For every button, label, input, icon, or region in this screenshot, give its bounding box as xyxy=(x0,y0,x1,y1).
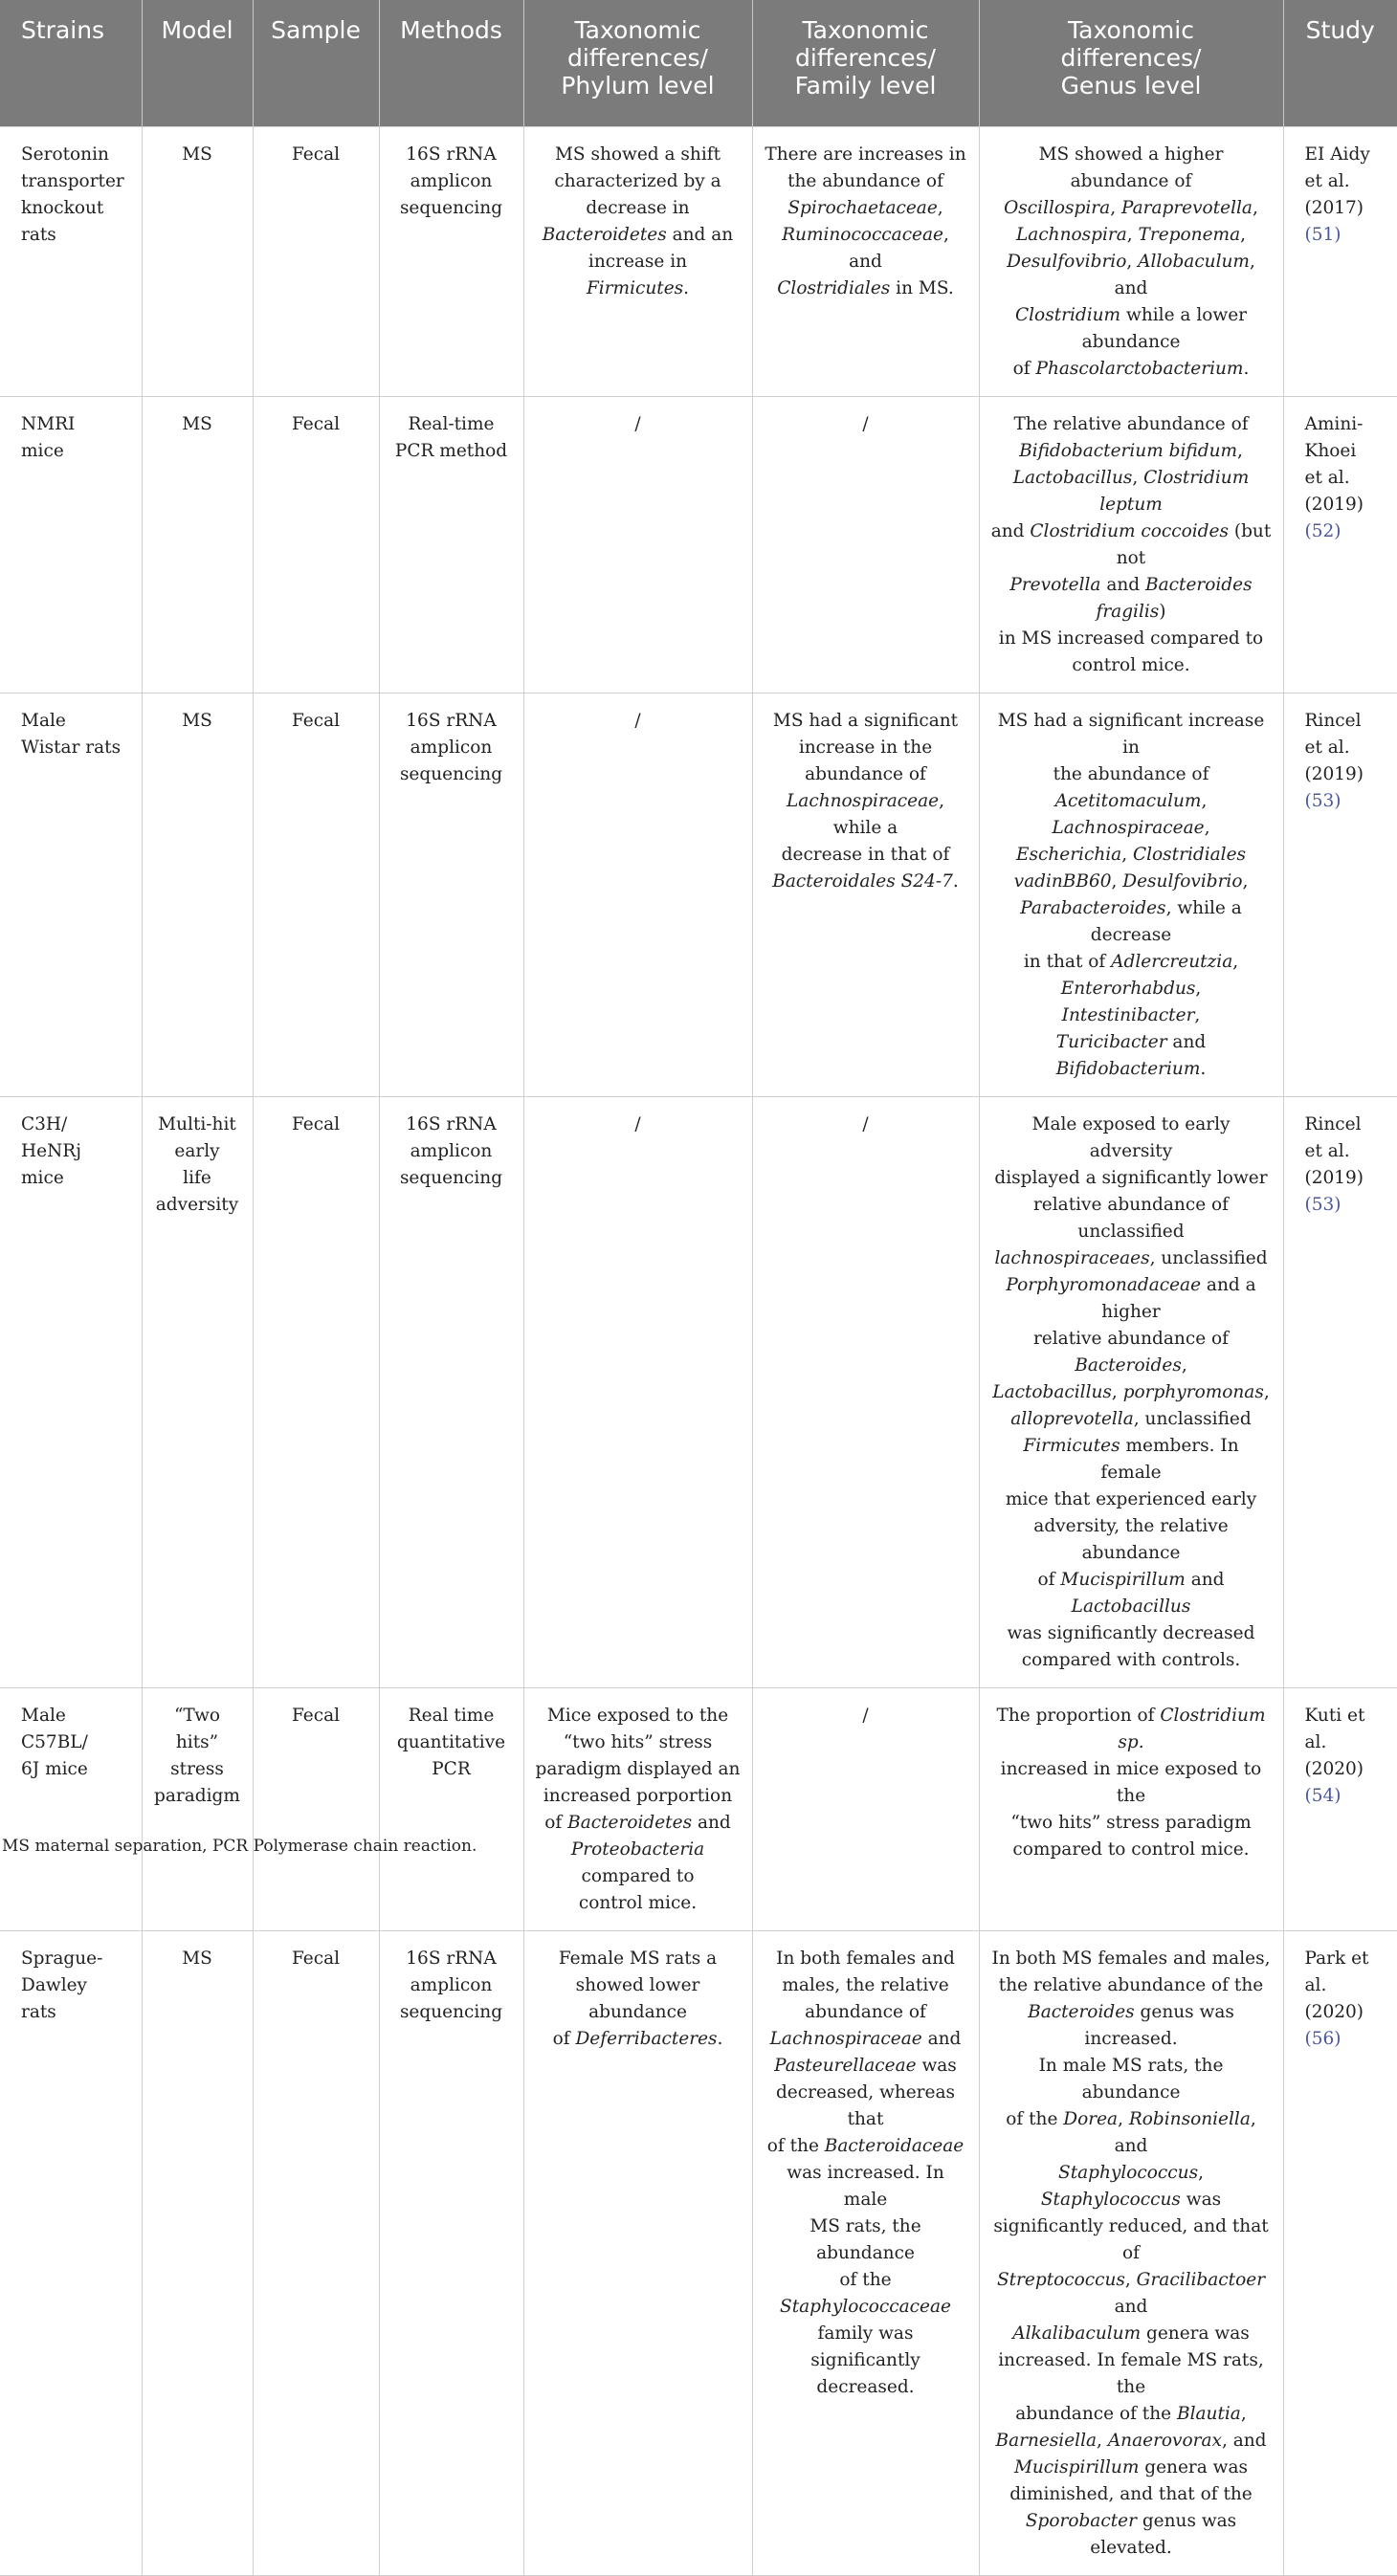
taxon-name: Gracilibactoer xyxy=(1136,2269,1266,2290)
taxon-name: Adlercreutzia xyxy=(1111,951,1233,972)
cell-text-segment: The proportion of xyxy=(996,1705,1161,1726)
cell-strains: Serotonin transporter knockout rats xyxy=(0,126,142,396)
cell-text-segment: genera was increased. In female MS rats, the abundance of the xyxy=(998,2323,1264,2424)
taxon-name: Lachnospiraceae xyxy=(1052,817,1205,838)
cell-family xyxy=(752,1096,979,1687)
cell-genus xyxy=(979,126,1283,396)
cell-text-segment: Mice exposed to the “two hits” stress paradigm displayed an increased porportion of xyxy=(535,1705,741,1833)
cell-sample: Fecal xyxy=(253,396,379,693)
taxon-name: Spirochaetaceae xyxy=(787,197,938,218)
cell-text-segment: was increased. In male MS rats, the abundance of the xyxy=(787,2162,944,2290)
cell-text-segment: , xyxy=(1111,870,1123,892)
cell-text-segment: , xyxy=(1252,197,1258,218)
cell-text-segment: MS had a significant increase in the abundance of xyxy=(997,710,1265,784)
taxon-name: Bifidobacterium bifidum xyxy=(1019,440,1238,461)
cell-model: MS xyxy=(142,396,253,693)
taxon-name: Alkalibaculum xyxy=(1012,2323,1142,2344)
cell-text-segment: and xyxy=(1100,574,1146,595)
taxon-name: Lachnospira xyxy=(1016,224,1127,245)
cell-text-segment: ) in MS increased compared to control mice. xyxy=(998,601,1264,675)
cell-text-segment: . xyxy=(1200,1058,1207,1079)
cell-sample: Fecal xyxy=(253,126,379,396)
taxon-name: Desulfovibrio xyxy=(1122,870,1243,892)
col-header-model: Model xyxy=(142,0,253,126)
cell-family xyxy=(752,396,979,693)
taxon-name: Bacteroidaceae xyxy=(824,2135,965,2156)
taxon-name: Anaerovorax xyxy=(1107,2430,1222,2451)
cell-family xyxy=(752,1687,979,1930)
reference-link[interactable]: (53) xyxy=(1304,1194,1342,1215)
cell-text-segment: MS showed a higher abundance of xyxy=(1038,143,1224,191)
cell-study: Rincel et al. (2019) (53) xyxy=(1283,1096,1397,1687)
cell-text-segment: , xyxy=(1201,790,1208,811)
cell-phylum xyxy=(523,693,752,1096)
taxon-name: Clostridium xyxy=(1014,304,1121,325)
cell-text-segment: and xyxy=(697,1812,731,1833)
cell-text-segment: , unclassified xyxy=(1149,1247,1268,1268)
cell-study: Amini- Khoei et al. (2019) (52) xyxy=(1283,396,1397,693)
cell-text-segment: In both MS females and males, the relative abundance of the xyxy=(991,1948,1271,1995)
cell-text-segment: / xyxy=(862,1113,869,1134)
cell-text-segment: , xyxy=(937,197,943,218)
taxon-name: Dorea xyxy=(1063,2108,1119,2129)
cell-text-segment: was significantly reduced, and that of xyxy=(993,2189,1269,2263)
taxon-name: Ruminococcaceae xyxy=(782,224,943,245)
taxon-name: Streptococcus xyxy=(996,2269,1125,2290)
cell-text-segment: The relative abundance of xyxy=(1013,413,1249,434)
cell-text-segment: , unclassified xyxy=(1133,1408,1252,1429)
taxon-name: Blautia xyxy=(1177,2403,1241,2424)
cell-family xyxy=(752,693,979,1096)
cell-text-segment: . xyxy=(717,2028,723,2049)
cell-text-segment: (but not xyxy=(1116,520,1272,568)
cell-model: Multi-hit early life adversity xyxy=(142,1096,253,1687)
cell-phylum xyxy=(523,396,752,693)
cell-model: “Two hits” stress paradigm xyxy=(142,1687,253,1930)
cell-text-segment: Female MS rats a showed lower abundance of xyxy=(552,1948,718,2049)
taxon-name: Oscillospira xyxy=(1004,197,1111,218)
taxon-name: Deferribacteres xyxy=(575,2028,718,2049)
cell-text-segment: , xyxy=(1240,224,1246,245)
taxon-name: Intestinibacter xyxy=(1061,1004,1195,1025)
cell-methods: 16S rRNA amplicon sequencing xyxy=(379,1096,523,1687)
taxon-name: Bacteroidetes xyxy=(542,224,667,245)
cell-methods: 16S rRNA amplicon sequencing xyxy=(379,1930,523,2575)
reference-link[interactable]: (54) xyxy=(1304,1785,1342,1806)
cell-strains: Male C57BL/ 6J mice xyxy=(0,1687,142,1930)
taxon-name: Clostridium sp. xyxy=(1118,1705,1266,1752)
taxon-name: Lactobacillus xyxy=(1071,1596,1191,1617)
taxon-name: Parabacteroides xyxy=(1020,897,1166,918)
cell-text-segment: was significantly decreased compared with controls. xyxy=(1007,1622,1255,1670)
cell-text-segment: , xyxy=(1110,197,1121,218)
cell-text-segment: , xyxy=(1242,870,1249,892)
cell-strains: Male Wistar rats xyxy=(0,693,142,1096)
taxon-name: Enterorhabdus xyxy=(1060,978,1196,999)
cell-text-segment: , xyxy=(1237,440,1243,461)
taxon-name: Lactobacillus xyxy=(992,1381,1112,1402)
cell-text-segment: and xyxy=(1114,2296,1148,2317)
cell-text-segment: / xyxy=(862,413,869,434)
cell-model: MS xyxy=(142,693,253,1096)
cell-text-segment: and an increase in xyxy=(588,224,734,272)
taxon-name: Porphyromonadaceae xyxy=(1006,1274,1202,1295)
cell-text-segment: / xyxy=(634,413,641,434)
cell-study: Rincel et al. (2019) (53) xyxy=(1283,693,1397,1096)
cell-family xyxy=(752,126,979,396)
cell-study: Park et al. (2020) (56) xyxy=(1283,1930,1397,2575)
reference-link[interactable]: (52) xyxy=(1304,520,1342,541)
cell-text-segment: , and xyxy=(1114,2108,1256,2156)
taxon-name: Sporobacter xyxy=(1025,2510,1137,2531)
cell-text-segment: , xyxy=(1181,1354,1187,1376)
cell-text-segment: and xyxy=(1166,1031,1207,1052)
cell-text-segment: , and xyxy=(849,224,949,272)
cell-sample: Fecal xyxy=(253,1930,379,2575)
cell-text-segment: while a lower abundance of xyxy=(1012,304,1247,379)
cell-text-segment: in MS. xyxy=(890,277,954,298)
cell-methods: Real time quantitative PCR xyxy=(379,1687,523,1930)
taxon-name: Lachnospiraceae xyxy=(787,790,940,811)
col-header-genus: Taxonomic differences/ Genus level xyxy=(979,0,1283,126)
cell-text-segment: MS had a significant increase in the abundance of xyxy=(772,710,959,784)
taxon-name: Bacteroides fragilis xyxy=(1096,574,1253,622)
taxon-name: Mucispirillum xyxy=(1060,1569,1186,1590)
cell-text-segment: MS showed a shift characterized by a decrease in xyxy=(554,143,721,218)
cell-text-segment: , xyxy=(1194,1004,1201,1025)
col-header-study: Study xyxy=(1283,0,1397,126)
cell-text-segment: There are increases in the abundance of xyxy=(765,143,966,191)
taxon-name: Bacteroides xyxy=(1075,1354,1182,1376)
taxon-name: Staphylococcus xyxy=(1040,2189,1181,2210)
cell-genus xyxy=(979,693,1283,1096)
taxon-name: Clostridium coccoides xyxy=(1030,520,1229,541)
table-row xyxy=(0,1687,1397,1930)
taxon-name: Firmicutes xyxy=(586,277,684,298)
cell-text-segment: , and xyxy=(1114,251,1255,298)
taxon-name: Lactobacillus xyxy=(1012,467,1133,488)
taxon-name: Phascolarctobacterium xyxy=(1035,358,1244,379)
taxon-name: Proteobacteria xyxy=(570,1838,705,1860)
cell-text-segment: , xyxy=(1097,2430,1108,2451)
cell-genus xyxy=(979,1930,1283,2575)
cell-text-segment: genera was diminished, and that of the xyxy=(1009,2456,1253,2504)
taxon-name: Clostridium leptum xyxy=(1099,467,1250,515)
taxon-name: Barnesiella xyxy=(995,2430,1098,2451)
cell-text-segment: , xyxy=(1126,224,1139,245)
taxon-name: Staphylococcaceae xyxy=(780,2296,951,2317)
taxon-name: Lachnospiraceae xyxy=(769,2028,922,2049)
taxon-name: Bacteroides xyxy=(1028,2001,1135,2022)
cell-study: EI Aidy et al. (2017) (51) xyxy=(1283,126,1397,396)
cell-text-segment: , xyxy=(1121,844,1133,865)
taxon-name: Escherichia xyxy=(1015,844,1122,865)
cell-model: MS xyxy=(142,126,253,396)
table-row xyxy=(0,1930,1397,2575)
col-header-phylum: Taxonomic differences/ Phylum level xyxy=(523,0,752,126)
cell-text-segment: / xyxy=(634,710,641,731)
cell-text-segment: , xyxy=(1124,2269,1137,2290)
taxon-name: Bifidobacterium xyxy=(1055,1058,1201,1079)
cell-text-segment: Male exposed to early adversity displayed a significantly lower relative abundance of unclassified xyxy=(994,1113,1268,1242)
cell-phylum xyxy=(523,1096,752,1687)
cell-text-segment: , xyxy=(1111,1381,1123,1402)
table-header-row xyxy=(0,0,1397,126)
table-footnote: MS maternal separation, PCR Polymerase chain reaction. xyxy=(2,1837,477,1856)
col-header-family: Taxonomic differences/ Family level xyxy=(752,0,979,126)
cell-text-segment: , xyxy=(1240,2403,1247,2424)
cell-text-segment: genus was increased. In male MS rats, the abundance of the xyxy=(1006,2001,1234,2129)
taxon-name: Prevotella xyxy=(1009,574,1101,595)
cell-family xyxy=(752,1930,979,2575)
cell-text-segment: and a higher relative abundance of xyxy=(1032,1274,1256,1349)
table-row xyxy=(0,396,1397,693)
cell-methods: 16S rRNA amplicon sequencing xyxy=(379,126,523,396)
cell-genus xyxy=(979,1096,1283,1687)
table-row xyxy=(0,126,1397,396)
cell-text-segment: , xyxy=(1118,2108,1129,2129)
cell-study: Kuti et al. (2020) (54) xyxy=(1283,1687,1397,1930)
cell-text-segment: , xyxy=(1232,951,1239,972)
cell-text-segment: family was significantly decreased. xyxy=(810,2323,920,2397)
col-header-strains: Strains xyxy=(0,0,142,126)
cell-text-segment: , xyxy=(1132,467,1144,488)
taxon-name: Pasteurellaceae xyxy=(774,2055,917,2076)
cell-text-segment: members. In female mice that experienced early adversity, the relative abundance of xyxy=(1005,1435,1257,1590)
cell-text-segment: . xyxy=(683,277,690,298)
cell-genus xyxy=(979,396,1283,693)
cell-text-segment: , xyxy=(1195,978,1202,999)
reference-link[interactable]: (53) xyxy=(1304,790,1342,811)
cell-text-segment: , while a decrease in that of xyxy=(1023,897,1242,972)
cell-text-segment: / xyxy=(862,1705,869,1726)
cell-sample: Fecal xyxy=(253,1096,379,1687)
cell-genus xyxy=(979,1687,1283,1930)
taxon-name: alloprevotella xyxy=(1010,1408,1134,1429)
taxon-name: Clostridiales vadinBB60 xyxy=(1013,844,1247,892)
cell-text-segment: and xyxy=(1185,1569,1225,1590)
cell-text-segment: and xyxy=(927,2028,962,2049)
taxon-name: Treponema xyxy=(1138,224,1241,245)
taxon-name: Robinsoniella xyxy=(1128,2108,1251,2129)
taxon-name: porphyromonas xyxy=(1122,1381,1264,1402)
taxon-name: lachnospiraceaes xyxy=(994,1247,1150,1268)
cell-sample: Fecal xyxy=(253,1687,379,1930)
table-row xyxy=(0,693,1397,1096)
cell-text-segment: . xyxy=(952,870,959,892)
cell-text-segment: . xyxy=(1243,358,1250,379)
taxon-name: Desulfovibrio xyxy=(1007,251,1127,272)
cell-text-segment: , while a decrease in that of xyxy=(781,790,950,865)
taxon-name: Paraprevotella xyxy=(1120,197,1253,218)
taxon-name: Bacteroidetes xyxy=(567,1812,693,1833)
cell-phylum xyxy=(523,126,752,396)
cell-strains: Sprague- Dawley rats xyxy=(0,1930,142,2575)
taxon-name: Mucispirillum xyxy=(1013,2456,1140,2477)
taxon-name: Staphylococcus xyxy=(1058,2162,1199,2183)
col-header-methods: Methods xyxy=(379,0,523,126)
cell-text-segment: , and xyxy=(1221,2430,1267,2451)
taxon-name: Firmicutes xyxy=(1023,1435,1120,1456)
cell-phylum xyxy=(523,1930,752,2575)
cell-text-segment: , xyxy=(1263,1381,1270,1402)
cell-text-segment: , xyxy=(1126,251,1139,272)
cell-text-segment: , xyxy=(1198,2162,1204,2183)
cell-methods: Real-time PCR method xyxy=(379,396,523,693)
cell-text-segment: , xyxy=(1204,817,1210,838)
cell-text-segment: was decreased, whereas that of the xyxy=(766,2055,957,2156)
cell-strains: NMRI mice xyxy=(0,396,142,693)
cell-phylum xyxy=(523,1687,752,1930)
cell-text-segment: and xyxy=(990,520,1025,541)
taxon-name: Clostridiales xyxy=(777,277,891,298)
taxon-name: Turicibacter xyxy=(1055,1031,1167,1052)
taxon-name: Bacteroidales S24-7 xyxy=(772,870,953,892)
cell-strains: C3H/ HeNRj mice xyxy=(0,1096,142,1687)
reference-link[interactable]: (56) xyxy=(1304,2028,1342,2049)
cell-text-segment: genus was elevated. xyxy=(1090,2510,1237,2558)
cell-text-segment: In both females and males, the relative abundance of xyxy=(776,1948,955,2022)
cell-text-segment: compared to control mice. xyxy=(578,1865,698,1913)
cell-sample: Fecal xyxy=(253,693,379,1096)
cell-text-segment: / xyxy=(634,1113,641,1134)
taxon-name: Acetitomaculum xyxy=(1054,790,1202,811)
table-row xyxy=(0,1096,1397,1687)
cell-methods: 16S rRNA amplicon sequencing xyxy=(379,693,523,1096)
cell-text-segment: increased in mice exposed to the “two hits” stress paradigm compared to control mice. xyxy=(1000,1758,1262,1860)
reference-link[interactable]: (51) xyxy=(1304,224,1342,245)
col-header-sample: Sample xyxy=(253,0,379,126)
taxon-name: Allobaculum xyxy=(1138,251,1250,272)
cell-model: MS xyxy=(142,1930,253,2575)
